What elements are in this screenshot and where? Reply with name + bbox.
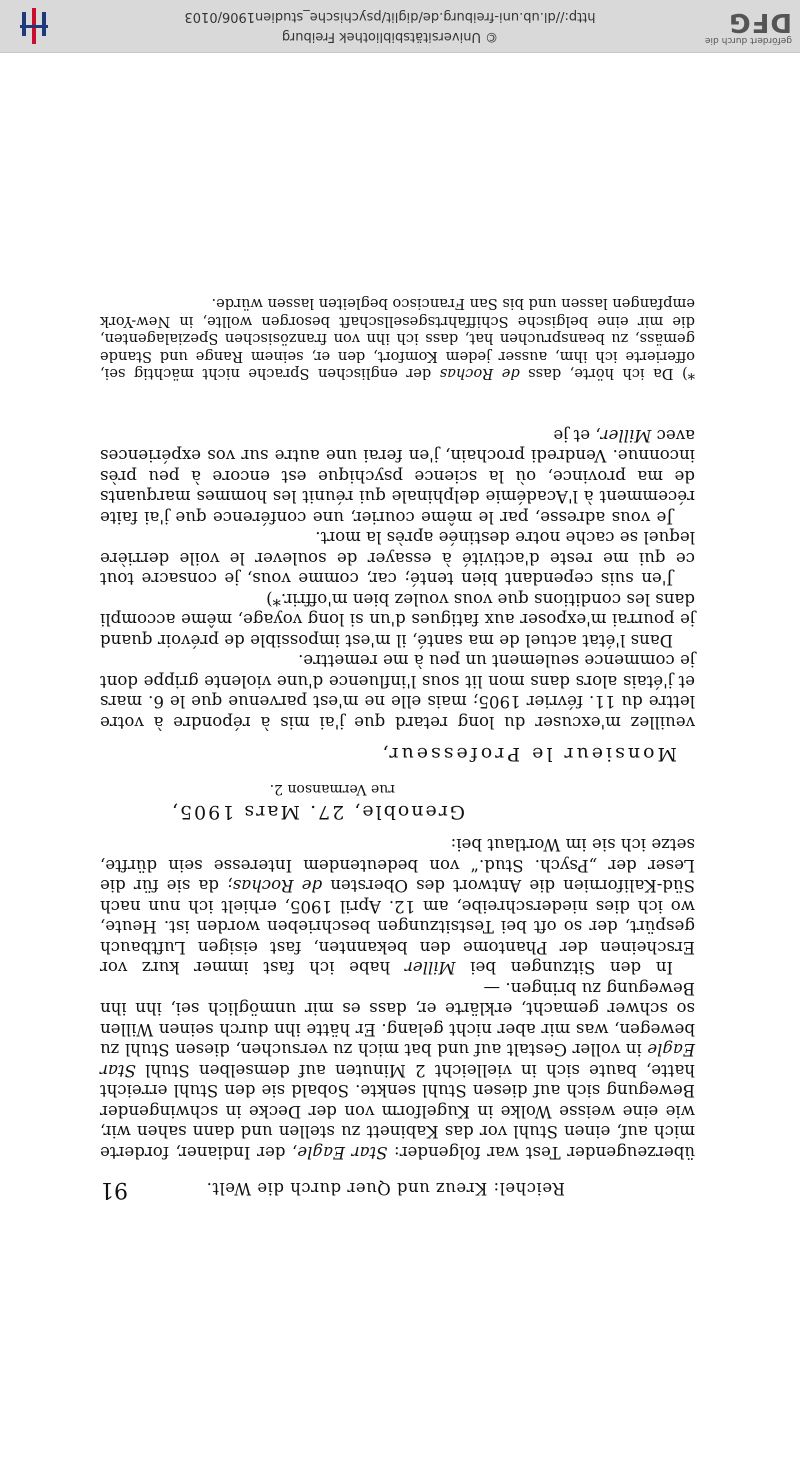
- page-header: [100, 1162, 695, 1202]
- name-italic: Star Eagle: [100, 1040, 695, 1080]
- name-italic: Star Eagle: [297, 1143, 388, 1162]
- name-italic: de Rochas: [232, 876, 323, 896]
- body-text: [100, 425, 695, 1163]
- name-italic: de Rochas: [439, 365, 520, 383]
- name-italic: Miller: [600, 426, 652, 445]
- letter-salutation: Monsieur le Professeur,: [379, 743, 677, 765]
- dfg-tagline: gefördert durch die: [705, 35, 792, 45]
- letter-address: rue Vermanson 2.: [269, 781, 395, 797]
- dfg-mark: DFG: [728, 7, 792, 37]
- permalink-url[interactable]: http://dl.ub.uni-freiburg.de/diglit/psychische_studien1906/0103: [184, 9, 596, 24]
- paragraph: Je vous adresse, par le même courier, une conférence que j'ai faite récemment à l'Académie delphinale qui réunit les hommes marquants de ma province, où la science psychique est encore à peu près inconnue. Vendredi prochain, j'en ferai une autre sur vos expériences avec Miller, et je: [100, 426, 695, 527]
- library-copyright: © Universitätsbibliothek Freiburg: [281, 29, 499, 44]
- paragraph: J'en suis cependant bien tenté; car, comme vous, je consacre tout ce qui me reste d'activité à essayer de soulever le voile derrière lequel se cache notre destinée après la mort.: [100, 528, 695, 589]
- page-content: [100, 295, 695, 1202]
- library-footer: [0, 0, 800, 53]
- paragraph: In den Sitzungen bei Miller habe ich fast immer kurz vor Erscheinen der Phantome den bekannten, fast eisigen Luftbauch gespürt, der so oft bei Testsitzungen beschrieben worden ist. Heute, wo ich dies niederschreibe, am 12. April 1905, erhielt ich nun nach Süd-Kalifornien die Antwort des Obersten de Rochas; da sie für die Leser der „Psych. Stud.“ von bedeutendem Interesse sein dürfte, setze ich sie im Wortlaut bei:: [99, 835, 695, 978]
- running-title: Reichel: Kreuz und Quer durch die Welt.: [206, 1179, 565, 1198]
- paragraph: veuillez m'excuser du long retard que j'ai mis à répondre à votre lettre du 11. février 1905; mais elle ne m'est parvenue que le 6. mars et j'étais alors dans mon lit sous l'influence d'une violente grippe dont je commence seulement un peu à me remettre.: [100, 651, 695, 732]
- page-number: 91: [100, 1177, 128, 1202]
- footnote: *) Da ich hörte, dass de Rochas der englischen Sprache nicht mächtig sei, offerierte ich ihm, ausser jedem Komfort, den er, seinem Range und Stande gemäss, zu beanspruchen hat, dass ich ihn von französischen Spezialagenten, die mir eine belgische Schiffahrtsgesellschaft besorgen wollte, in New-York empfangen lassen und bis San Francisco begleiten lassen würde.: [100, 295, 695, 383]
- name-italic: Miller: [404, 958, 456, 978]
- paragraph: Dans l'état actuel de ma santé, il m'est impossible de prévoir quand je pourrai m'exposer aux fatigues d'un si long voyage, même accompli dans les conditions que vous voulez bien m'offrir.*): [100, 590, 695, 650]
- letter-place-date: Grenoble, 27. Mars 1905,: [169, 801, 465, 823]
- university-library-logo-icon: [14, 6, 54, 46]
- paragraph: überzeugender Test war folgender: Star Eagle, der Indianer, forderte mich auf, einen Stuhl vor das Kabinett zu stellen und dann sahen wir, wie eine weisse Wolke in Kugelform von der Decke in schwingender Bewegung sich auf diesen Stuhl senkte. Sobald sie den Stuhl erreicht hatte, baute sich in vielleicht 2 Minuten auf demselben Stuhl Star Eagle in voller Gestalt auf und bat mich zu versuchen, diesen Stuhl zu bewegen, was mir aber nicht gelang. Er hätte ihn durch seinen Willen so schwer gemacht, erklärte er, dass es mir unmöglich sei, ihn ihn Bewegung zu bringen. —: [100, 979, 695, 1162]
- dfg-logo: [682, 5, 792, 45]
